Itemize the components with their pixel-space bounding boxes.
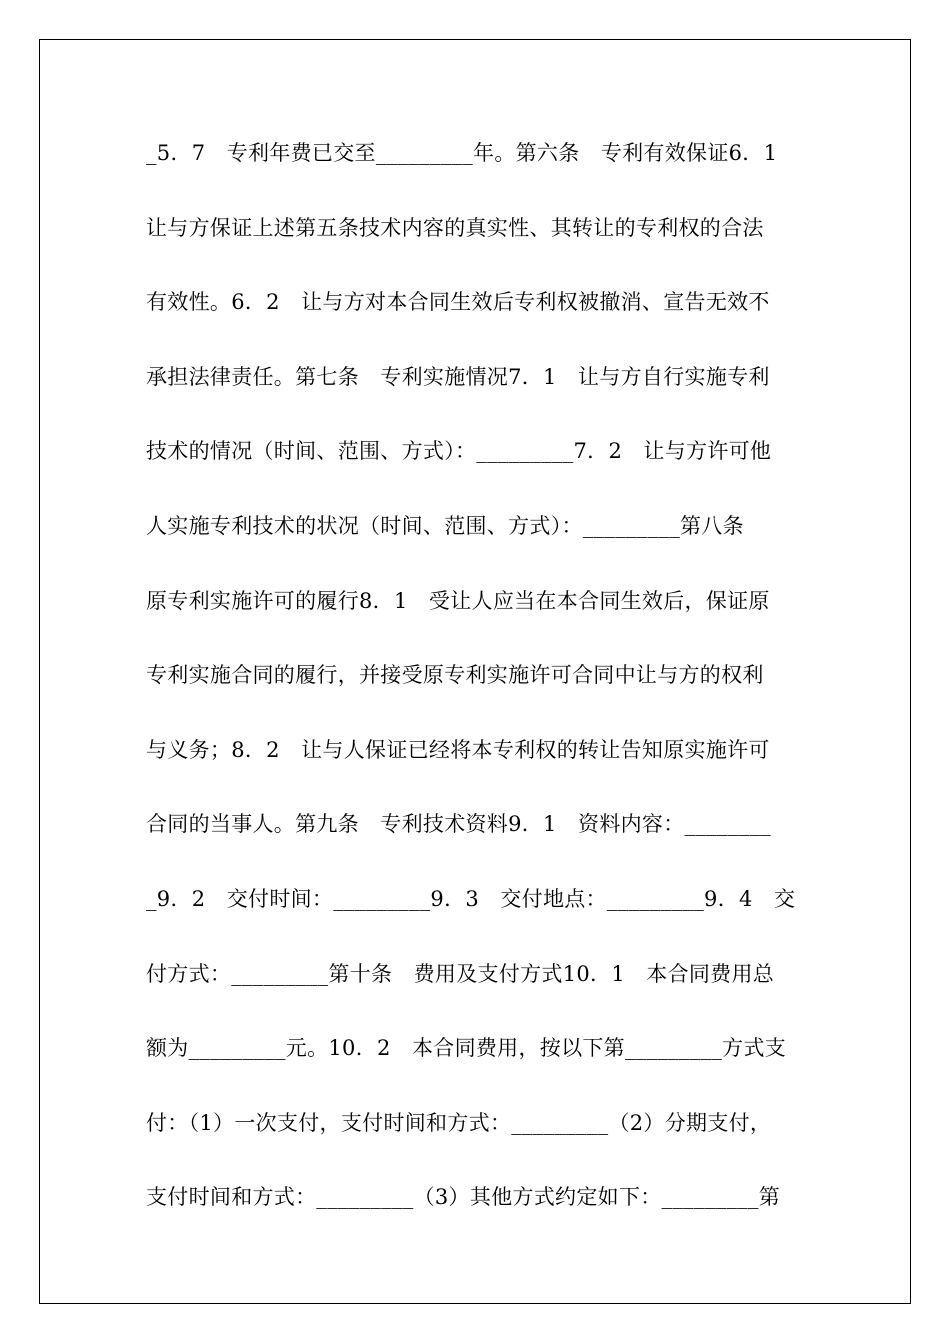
text-line: 专利实施合同的履行，并接受原专利实施许可合同中让与方的权利	[146, 663, 764, 688]
text-line: 支付时间和方式：_________（3）其他方式约定如下：_________第	[146, 1185, 781, 1210]
text-line: 额为_________元。10．2 本合同费用，按以下第_________方式支	[146, 1036, 787, 1061]
text-line: 技术的情况（时间、范围、方式）：_________7．2 让与方许可他	[146, 439, 772, 464]
text-line: 合同的当事人。第九条 专利技术资料9．1 资料内容：________	[146, 812, 771, 837]
text-line: 承担法律责任。第七条 专利实施情况7．1 让与方自行实施专利	[146, 364, 770, 389]
text-line: 付：（1）一次支付，支付时间和方式：_________（2）分期支付，	[146, 1110, 772, 1135]
text-line: 原专利实施许可的履行8．1 受让人应当在本合同生效后，保证原	[146, 588, 770, 613]
text-line: 付方式：_________第十条 费用及支付方式10．1 本合同费用总	[146, 961, 775, 986]
text-line: 与义务；8．2 让与人保证已经将本专利权的转让告知原实施许可	[146, 737, 770, 762]
document-body	[146, 133, 826, 1252]
text-line: _9．2 交付时间：_________9．3 交付地点：_________9．4 交	[146, 886, 796, 911]
text-line: 人实施专利技术的状况（时间、范围、方式）：_________第八条	[146, 513, 744, 538]
text-line: 有效性。6．2 让与方对本合同生效后专利权被撤消、宣告无效不	[146, 290, 770, 315]
text-line: _5．7 专利年费已交至_________年。第六条 专利有效保证6．1	[146, 141, 778, 165]
text-line: 让与方保证上述第五条技术内容的真实性、其转让的专利权的合法	[146, 215, 764, 240]
